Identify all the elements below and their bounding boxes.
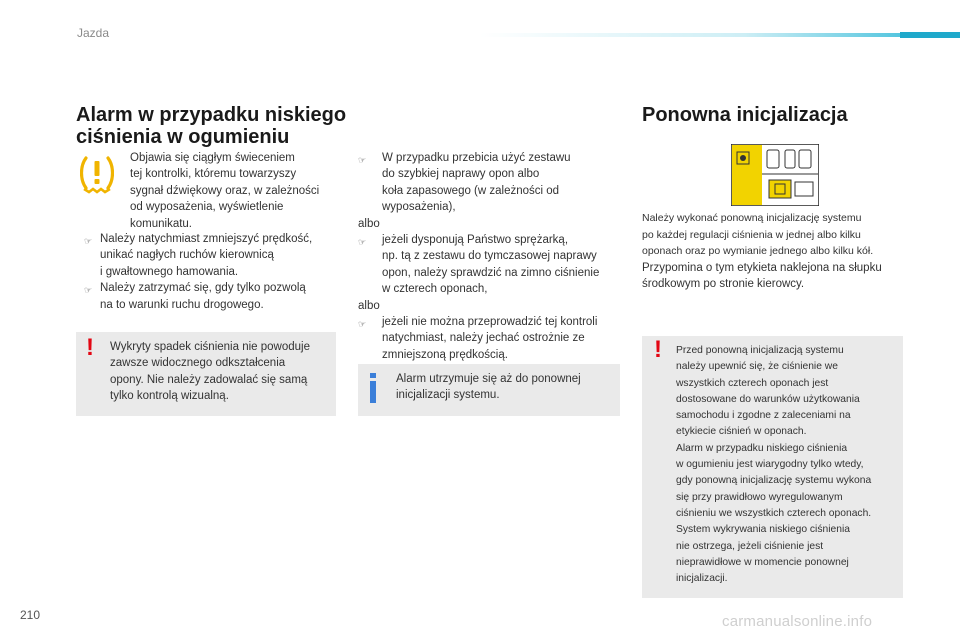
intro-line: Objawia się ciągłym świeceniem <box>130 152 295 164</box>
bullet-line: W przypadku przebicia użyć zestawu <box>382 152 571 164</box>
bullet-line: wyposażenia), <box>382 201 456 214</box>
text-line: Należy wykonać ponowną inicjalizację systemu <box>642 212 862 224</box>
intro-line: od wyposażenia, wyświetlenie <box>130 201 284 214</box>
note-line: Alarm utrzymuje się aż do ponownej <box>396 373 581 385</box>
exclamation-icon: ! <box>86 334 94 361</box>
note-line: inicjalizacji. <box>676 573 728 585</box>
list-item <box>358 314 620 363</box>
bullet-line: zmniejszoną prędkością. <box>382 348 508 361</box>
bullet-line: koła zapasowego (w zależności od <box>382 184 560 197</box>
header-accent-bar-end <box>900 32 960 38</box>
intro-line: sygnał dźwiękowy oraz, w zależności <box>130 184 320 197</box>
bullet-line: do szybkiej naprawy opon albo <box>382 168 540 181</box>
list-item <box>358 150 620 216</box>
tyre-pressure-warning-icon <box>80 156 114 194</box>
bullet-line: jeżeli nie można przeprowadzić tej kontroli <box>382 316 598 329</box>
text-line: Przypomina o tym etykieta naklejona na słupku <box>642 261 882 274</box>
note-line: nieprawidłowe w momencie ponownej <box>676 556 849 568</box>
header-accent-bar <box>480 33 960 37</box>
list-item <box>84 280 344 313</box>
right-text <box>642 210 912 292</box>
note-line: System wykrywania niskiego ciśnienia <box>676 524 850 536</box>
bullet-line: np. tą z zestawu do tymczasowej naprawy <box>382 250 597 263</box>
note-line: wszystkich czterech oponach jest <box>676 377 829 389</box>
pointer-icon: ☞ <box>358 155 367 165</box>
note-line: dostosowane do warunków użytkowania <box>676 393 860 405</box>
list-item <box>358 232 620 298</box>
text-line: po każdej regulacji ciśnienia w jednej albo kilku <box>642 228 861 241</box>
text-line: oponach oraz po wymianie jednego albo kilku kół. <box>642 245 874 257</box>
pointer-icon: ☞ <box>84 285 93 296</box>
note-line: gdy ponowną inicjalizację systemu wykona <box>676 475 872 487</box>
list-item <box>84 231 344 280</box>
middle-info-note <box>358 364 620 416</box>
note-line: Alarm w przypadku niskiego ciśnienia <box>676 442 848 454</box>
note-line: Wykryty spadek ciśnienia nie powoduje <box>110 341 310 353</box>
note-line: etykiecie ciśnień w oponach. <box>676 426 807 438</box>
watermark: carmanualsonline.info <box>722 613 873 630</box>
note-line: Przed ponowną inicjalizacją systemu <box>676 345 844 356</box>
page-number: 210 <box>20 608 41 622</box>
pointer-icon: ☞ <box>358 319 367 330</box>
note-line: w ogumieniu jest wiarygodny tylko wtedy, <box>676 459 864 471</box>
text-line: środkowym po stronie kierowcy. <box>642 277 805 290</box>
note-line: tylko kontrolą wizualną. <box>110 390 229 403</box>
note-line: nie ostrzega, jeżeli ciśnienie jest <box>676 540 824 552</box>
note-line: samochodu i zgodne z zaleceniami na <box>676 410 851 422</box>
right-heading: Ponowna inicjalizacja <box>642 104 848 126</box>
intro-line: komunikatu. <box>130 217 193 230</box>
bullet-line: natychmiast, należy jechać ostrożnie ze <box>382 332 585 345</box>
right-warning-note <box>642 336 903 598</box>
bullet-line: na to warunki ruchu drogowego. <box>100 298 264 311</box>
intro-line: tej kontrolki, któremu towarzyszy <box>130 168 297 181</box>
bullet-line: Należy zatrzymać się, gdy tylko pozwolą <box>100 282 306 295</box>
bullet-line: i gwałtownego hamowania. <box>100 265 239 278</box>
tyre-label-sticker-icon <box>731 144 819 206</box>
note-line: ciśnieniu we wszystkich czterech oponach. <box>676 507 872 519</box>
note-line: się przy prawidłowo wyregulowanym <box>676 491 843 503</box>
pointer-icon: ☞ <box>358 237 367 248</box>
left-bullet-list <box>84 231 344 313</box>
left-heading: Alarm w przypadku niskiego ciśnienia w ogumieniu <box>76 104 347 148</box>
section-label: Jazda <box>77 26 110 40</box>
bullet-line: opon, należy sprawdzić na zimno ciśnienie <box>382 266 600 279</box>
left-warning-note <box>76 332 336 416</box>
albo-text: albo <box>358 217 380 230</box>
note-line: inicjalizacji systemu. <box>396 389 500 402</box>
bullet-line: unikać nagłych ruchów kierownicą <box>100 249 274 262</box>
note-line: opony. Nie należy zadowalać się samą <box>110 373 308 386</box>
albo-text: albo <box>358 299 380 312</box>
note-line: zawsze widocznego odkształcenia <box>110 357 286 370</box>
exclamation-icon: ! <box>654 336 662 363</box>
middle-column <box>358 150 620 363</box>
bullet-line: Należy natychmiast zmniejszyć prędkość, <box>100 233 313 245</box>
bullet-line: w czterech oponach, <box>382 283 488 296</box>
pointer-icon: ☞ <box>84 236 93 246</box>
left-intro <box>130 150 340 232</box>
bullet-line: jeżeli dysponują Państwo sprężarką, <box>382 234 569 247</box>
note-line: należy upewnić się, że ciśnienie we <box>676 361 838 373</box>
info-icon <box>370 373 376 403</box>
